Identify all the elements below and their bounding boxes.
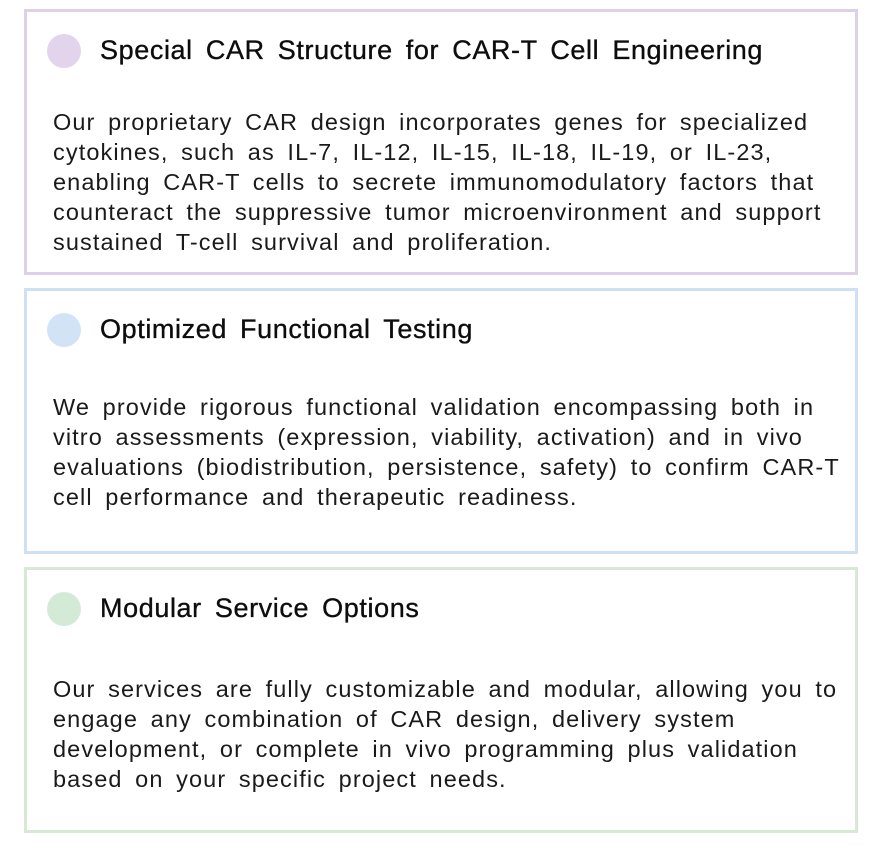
- card-description: Our proprietary CAR design incorporates genes for specialized cytokines, such as IL-7, IL-12, IL-15, IL-18, IL-19, or IL-23, enabling CAR-T cells to secrete immunomodulatory factors that counteract the suppressive tumor microenvironment and support sustained T-cell survival and proliferation.: [53, 109, 822, 255]
- blue-circle-icon: [47, 313, 81, 347]
- feature-card-functional-testing: [24, 288, 858, 554]
- card-title: Optimized Functional Testing: [100, 314, 473, 344]
- feature-card-modular-service: [24, 567, 858, 833]
- green-circle-icon: [47, 592, 81, 626]
- card-description: We provide rigorous functional validation encompassing both in vitro assessments (expression, viability, activation) and in vivo evaluations (biodistribution, persistence, safety) to confirm CAR-T cell performance and therapeutic readiness.: [53, 394, 840, 510]
- card-title: Special CAR Structure for CAR-T Cell Engineering: [100, 35, 764, 65]
- card-title: Modular Service Options: [100, 593, 420, 623]
- feature-card-car-structure: [24, 9, 858, 275]
- card-description: Our services are fully customizable and modular, allowing you to engage any combination of CAR design, delivery system development, or complete in vivo programming plus validation based on your specific project needs.: [53, 676, 838, 792]
- purple-circle-icon: [47, 34, 81, 68]
